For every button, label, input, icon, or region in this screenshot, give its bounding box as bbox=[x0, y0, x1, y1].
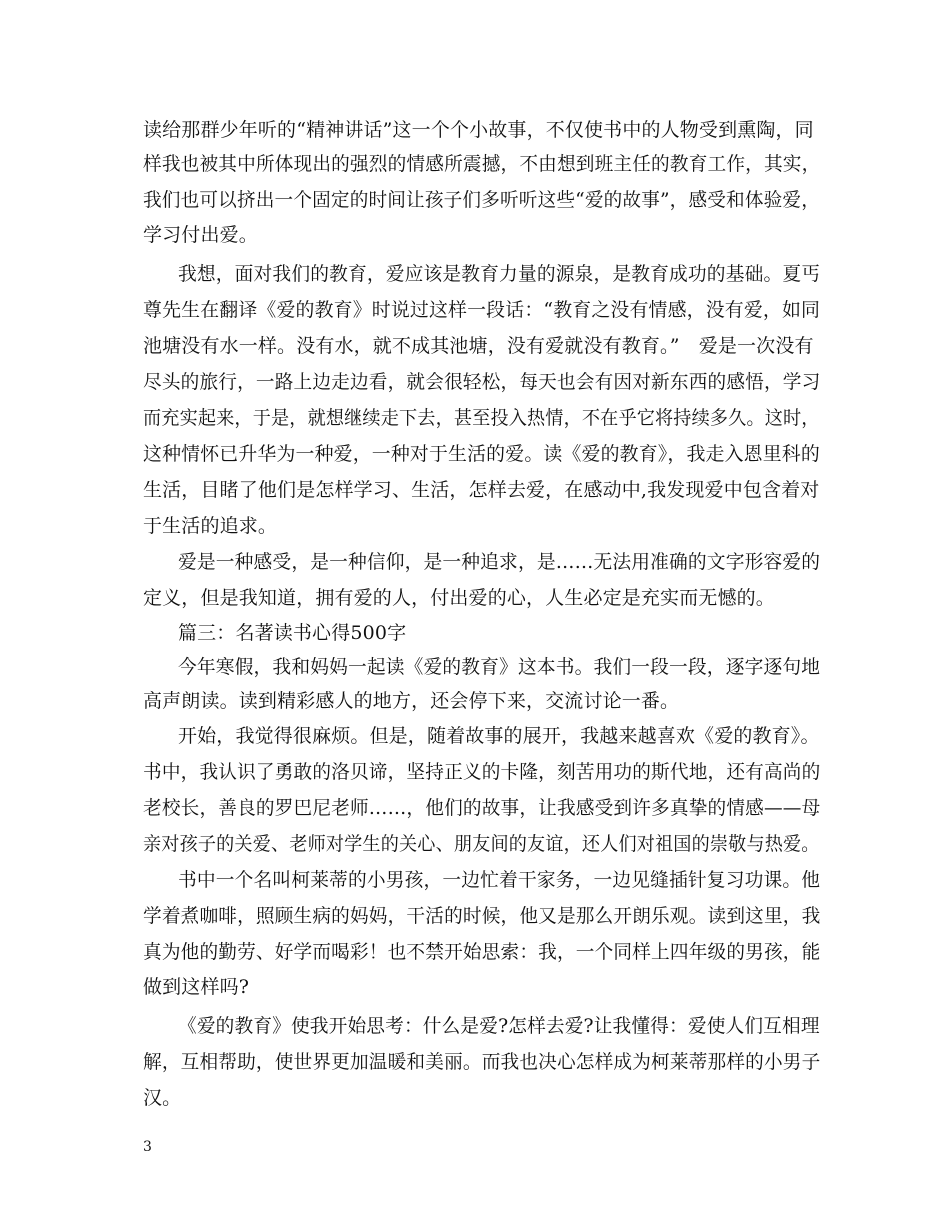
text-line: 这种情怀已升华为一种爱，一种对于生活的爱。读《爱的教育》，我走入恩里科的 bbox=[143, 443, 820, 465]
text-line: 尊先生在翻译《爱的教育》时说过这样一段话：“教育之没有情感，没有爱，如同 bbox=[143, 299, 821, 321]
text-line: 生活，目睹了他们是怎样学习、生活，怎样去爱，在感动中,我发现爱中包含着对 bbox=[143, 479, 820, 501]
text-line: 我们也可以挤出一个固定的时间让孩子们多听听这些“爱的故事”，感受和体验爱， bbox=[143, 189, 821, 211]
text-line: 我想，面对我们的教育，爱应该是教育力量的源泉，是教育成功的基础。夏丐 bbox=[178, 263, 821, 285]
text-line: 亲对孩子的关爱、老师对学生的关心、朋友间的友谊，还人们对祖国的崇敬与热爱。 bbox=[143, 833, 820, 855]
text-line: 《爱的教育》使我开始思考：什么是爱?怎样去爱?让我懂得：爱使人们互相理 bbox=[178, 1015, 820, 1037]
text-line: 爱是一种感受，是一种信仰，是一种追求，是……无法用准确的文字形容爱的 bbox=[178, 551, 821, 573]
text-line: 汉。 bbox=[143, 1087, 182, 1109]
text-line: 读给那群少年听的“精神讲话”这一个个小故事，不仅使书中的人物受到熏陶，同 bbox=[143, 119, 814, 141]
text-line: 样我也被其中所体现出的强烈的情感所震撼，不由想到班主任的教育工作，其实， bbox=[143, 153, 821, 175]
text-line: 真为他的勤劳、好学而喝彩！也不禁开始思索：我，一个同样上四年级的男孩，能 bbox=[143, 941, 821, 963]
text-line: 学着煮咖啡，照顾生病的妈妈，干活的时候，他又是那么开朗乐观。读到这里，我 bbox=[143, 905, 821, 927]
text-line: 高声朗读。读到精彩感人的地方，还会停下来，交流讨论一番。 bbox=[143, 690, 680, 712]
text-line: 于生活的追求。 bbox=[143, 515, 278, 537]
text-line: 解，互相帮助，使世界更加温暖和美丽。而我也决心怎样成为柯莱蒂那样的小男子 bbox=[143, 1051, 821, 1073]
text-line: 书中，我认识了勇敢的洛贝谛，坚持正义的卡隆，刻苦用功的斯代地，还有高尚的 bbox=[143, 761, 821, 783]
text-line: 池塘没有水一样。没有水，就不成其池塘，没有爱就没有教育。” 爱是一次没有 bbox=[143, 335, 814, 357]
text-line: 开始，我觉得很麻烦。但是，随着故事的展开，我越来越喜欢《爱的教育》。 bbox=[178, 725, 820, 747]
text-line: 而充实起来，于是，就想继续走下去，甚至投入热情，不在乎它将持续多久。这时， bbox=[143, 407, 820, 429]
text-line: 定义，但是我知道，拥有爱的人，付出爱的心，人生必定是充实而无憾的。 bbox=[143, 587, 775, 609]
text-line: 老校长，善良的罗巴尼老师……，他们的故事，让我感受到许多真挚的情感——母 bbox=[143, 797, 821, 819]
text-line: 尽头的旅行，一路上边走边看，就会很轻松，每天也会有因对新东西的感悟，学习 bbox=[143, 371, 821, 393]
section-heading: 篇三：名著读书心得500字 bbox=[178, 622, 407, 644]
text-line: 书中一个名叫柯莱蒂的小男孩，一边忙着干家务，一边见缝插针复习功课。他 bbox=[178, 869, 821, 891]
page-number: 3 bbox=[143, 1139, 152, 1155]
text-line: 今年寒假，我和妈妈一起读《爱的教育》这本书。我们一段一段，逐字逐句地 bbox=[178, 656, 821, 678]
text-line: 做到这样吗? bbox=[143, 976, 250, 998]
text-line: 学习付出爱。 bbox=[143, 224, 258, 246]
